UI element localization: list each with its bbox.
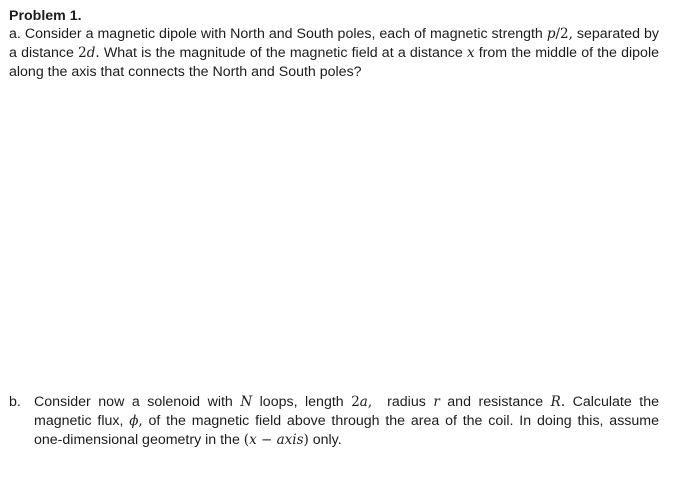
math-phi: ϕ [129, 413, 139, 429]
math-comma: , [367, 394, 373, 410]
math-2: 2 [78, 45, 87, 61]
math-period: . [560, 394, 566, 410]
math-N: N [240, 394, 253, 410]
part-b-question [9, 393, 663, 450]
part-b-text-5: Calculate the magnetic flux, [34, 394, 663, 429]
part-a-text-4: from the middle of the dipole along the axis that connects the North and South poles? [9, 45, 663, 80]
math-comma: , [138, 413, 143, 429]
part-b-text-1: Consider now a solenoid with [34, 394, 241, 410]
math-over-2: /2, [555, 26, 573, 42]
math-2: 2 [351, 394, 360, 410]
problem-title: Problem 1. [9, 8, 82, 24]
math-r: r [433, 394, 440, 410]
math-x: x [466, 45, 475, 61]
part-a-label: a. [9, 26, 21, 42]
math-close-paren: ) [303, 432, 309, 448]
part-a-text-2: separated by a distance [9, 26, 663, 61]
math-x: x [249, 432, 257, 448]
part-a-question [9, 25, 663, 82]
math-period: . [95, 45, 100, 61]
math-axis: axis [276, 432, 304, 448]
math-R: R [550, 394, 561, 410]
part-b-text-7: only. [308, 432, 342, 448]
part-b-text-3: radius [372, 394, 434, 410]
part-b-body [34, 393, 663, 450]
math-d: d [86, 45, 96, 61]
part-a-text-1: Consider a magnetic dipole with North and South poles, each of magnetic strength [20, 26, 547, 42]
math-a: a [359, 394, 368, 410]
part-a-text-3: What is the magnitude of the magnetic field at a distance [99, 45, 467, 61]
math-open-paren: ( [243, 432, 250, 448]
part-b-text-6: of the magnetic field above through the area of the coil. In doing this, assume one-dimensional geometry in the [34, 413, 663, 448]
part-b-text-4: and resistance [439, 394, 551, 410]
part-b-label: b. [9, 394, 21, 410]
math-minus: − [256, 432, 277, 448]
part-b-text-2: loops, length [252, 394, 352, 410]
math-p: p [546, 26, 556, 42]
